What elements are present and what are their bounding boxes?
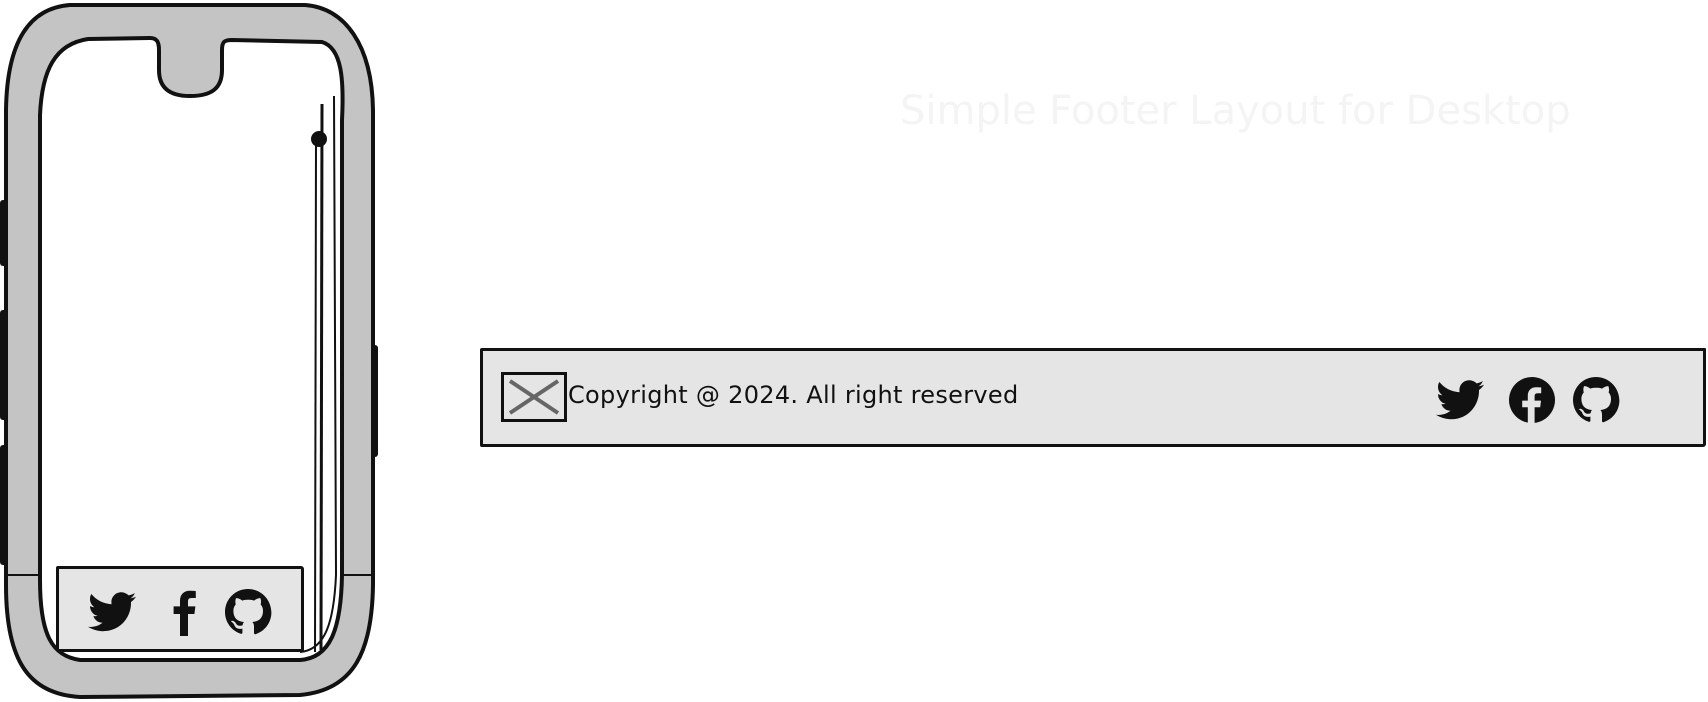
github-icon[interactable] [223, 587, 273, 637]
desktop-footer [480, 348, 1706, 447]
mobile-footer [56, 566, 304, 652]
desktop-section-title: Simple Footer Layout for Desktop [900, 88, 1571, 134]
facebook-icon[interactable] [159, 587, 209, 637]
twitter-icon[interactable] [87, 587, 137, 637]
copyright-text: Copyright @ 2024. All right reserved [568, 381, 1019, 409]
image-placeholder-icon [501, 372, 567, 422]
twitter-icon[interactable] [1435, 375, 1485, 425]
github-icon[interactable] [1571, 375, 1621, 425]
facebook-icon[interactable] [1507, 375, 1557, 425]
